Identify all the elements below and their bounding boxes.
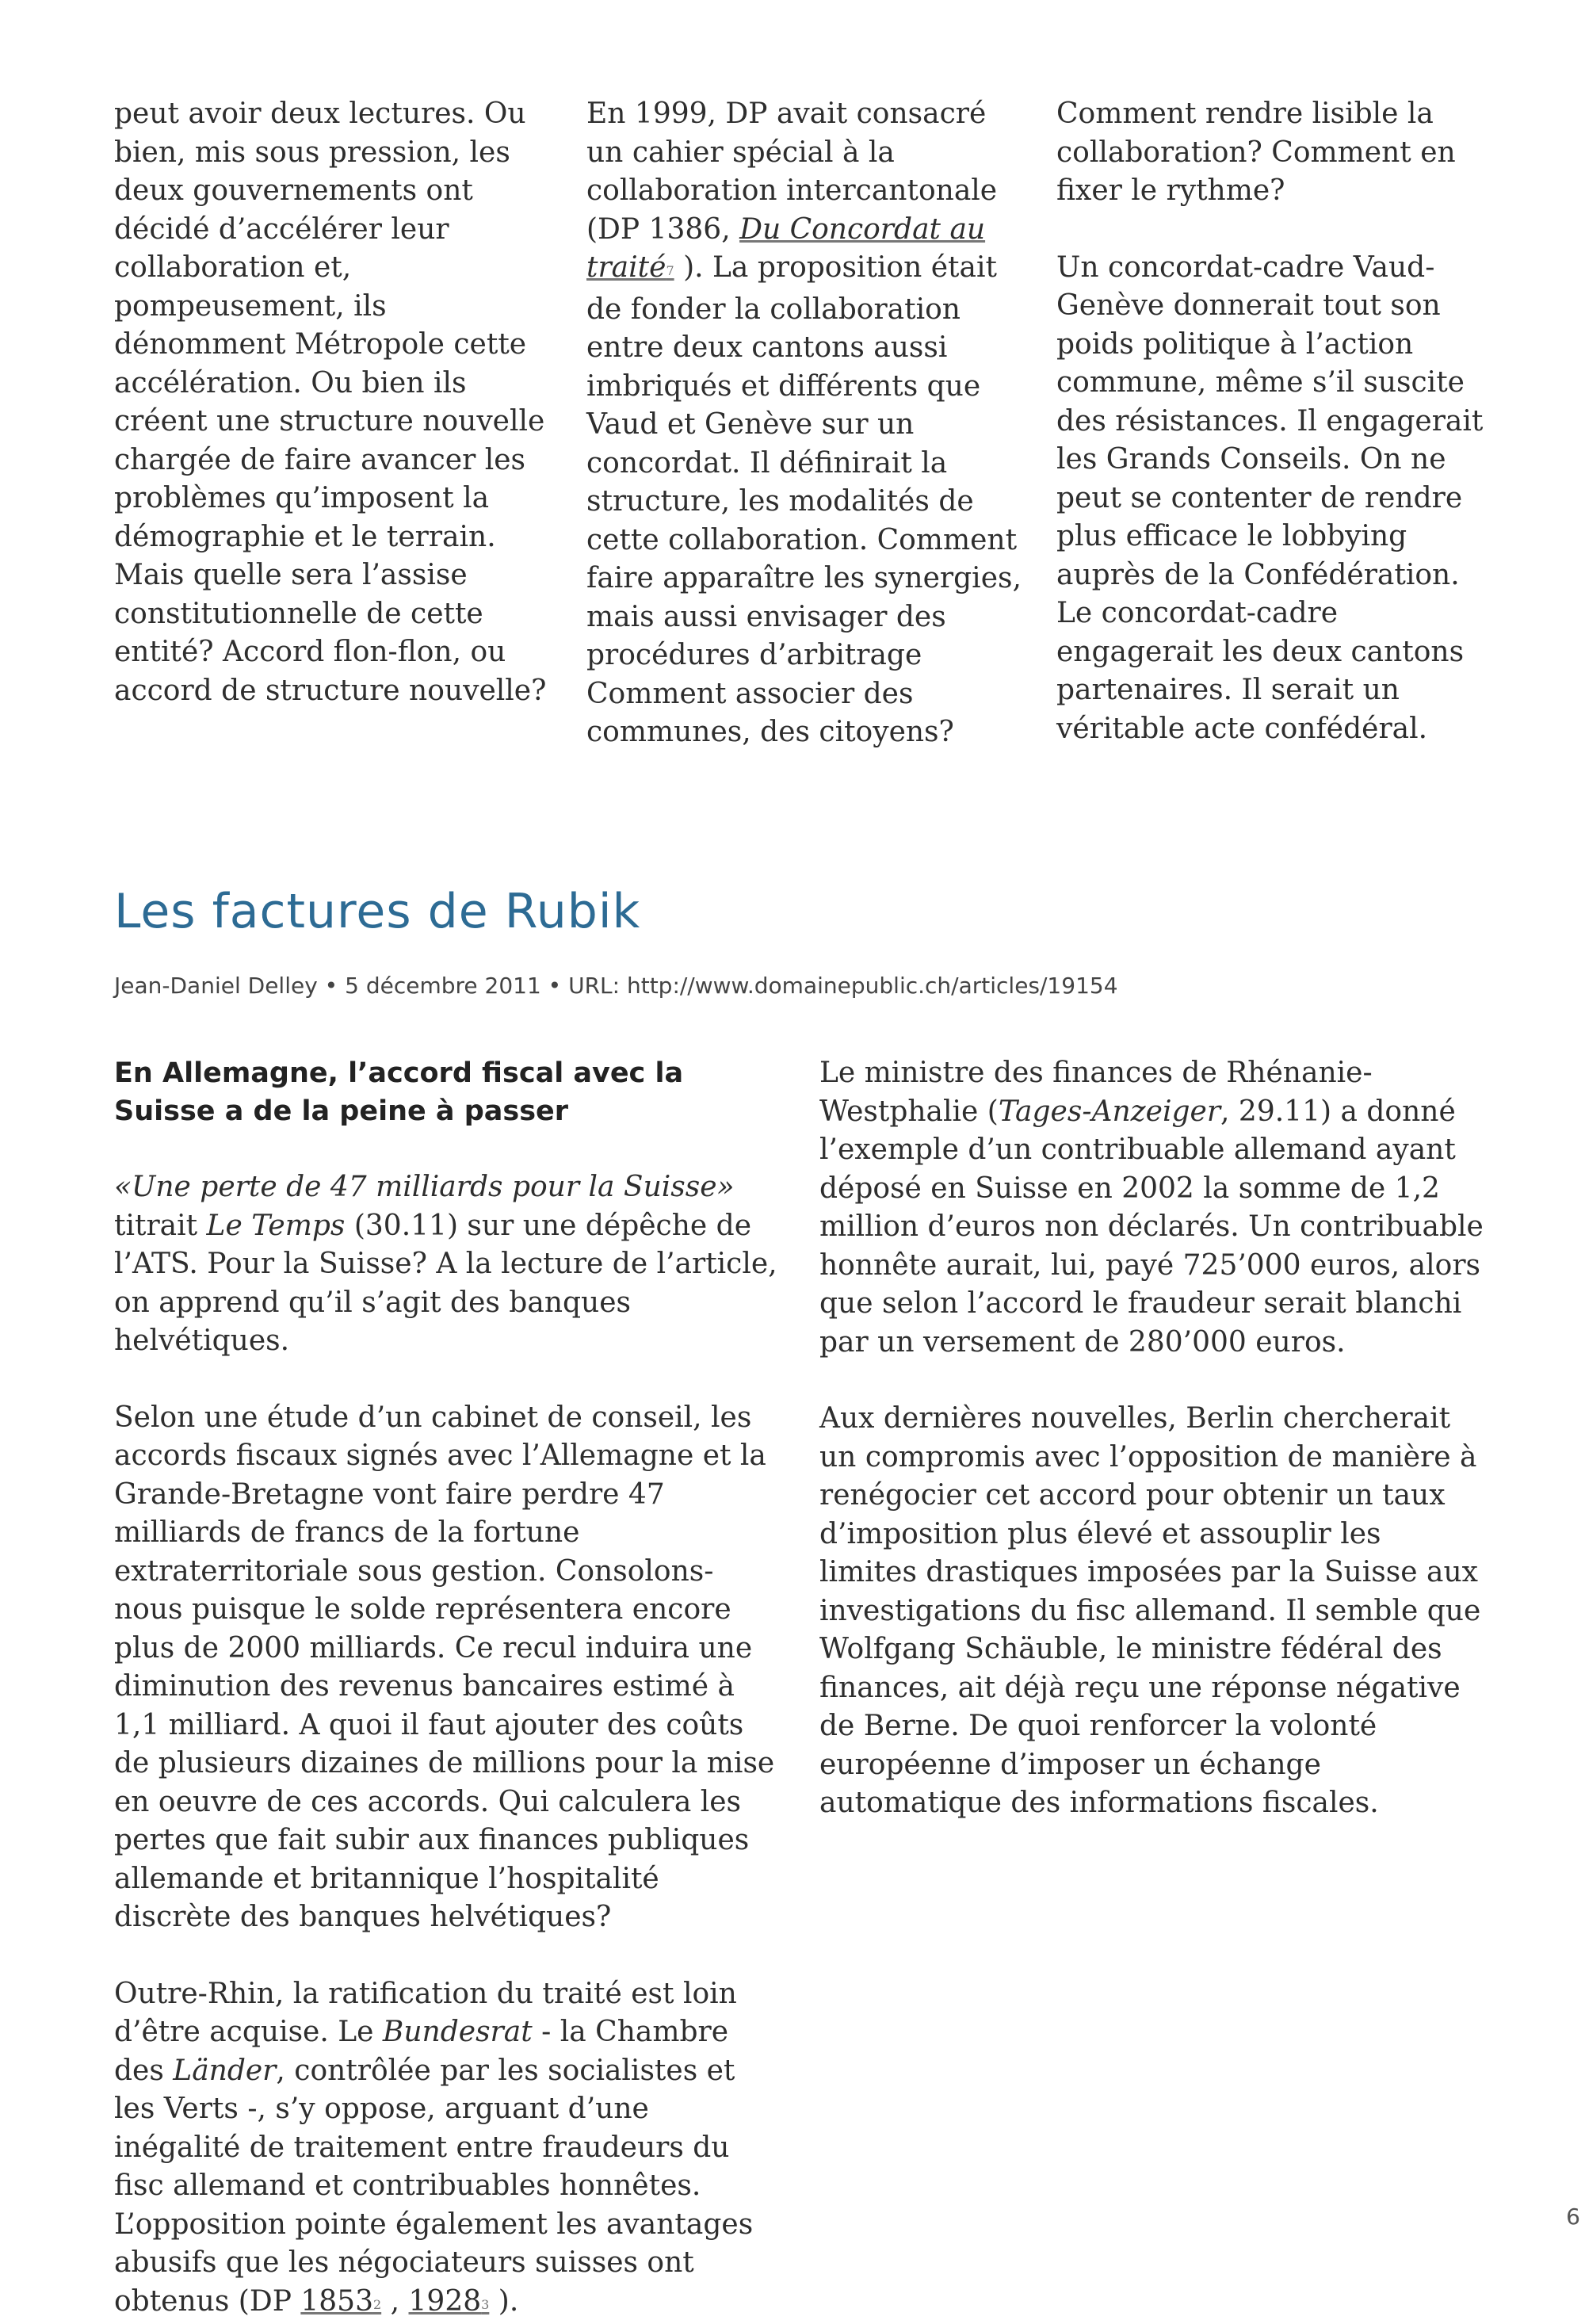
paragraph-text: peut avoir deux lectures. Ou bien, mis sous pression, les deux gouvernements ont décidé d’accélérer leur collaboration et, pompeusement, ils dénomment Métropole cette accélération. Ou bien ils créent une structure nouvelle chargée de faire avancer les problèmes qu’imposent la démographie et le terrain. Mais quelle sera l’assise constitutionnelle de cette entité? Accord flon-flon, ou accord de structure nouvelle? [114,97,546,707]
article-subhead: En Allemagne, l’accord fiscal avec la Suisse a de la peine à passer [114,1054,780,1130]
paragraph-text: titrait [114,1210,207,1242]
paragraph [1056,249,1500,749]
article-title: Les factures de Rubik [114,884,640,939]
paragraph [586,95,1030,752]
prev-article-column-1 [114,95,558,710]
paragraph [1056,95,1500,211]
source-name: Tages-Anzeiger [999,1095,1220,1128]
paragraph [819,1400,1485,1823]
paragraph-text: En 1999, DP avait consacré un cahier spécial à la collaboration intercantonale (DP 1386, [586,97,997,246]
paragraph [819,1054,1485,1362]
emphasis-text: Länder [173,2055,276,2087]
paragraph-text: Aux dernières nouvelles, Berlin chercherait un compromis avec l’opposition de manière à renégocier cet accord pour obtenir un taux d’imposition plus élevé et assouplir les limites drastiques imposées par la Suisse aux investigations du fisc allemand. Il semble que Wolfgang Schäuble, le ministre fédéral des finances, ait déjà reçu une réponse négative de Berne. De quoi renforcer la volonté européenne d’imposer un échange automatique des informations fiscales. [819,1402,1480,1819]
paragraph [114,95,558,710]
dp-1853-link[interactable] [300,2285,381,2318]
prev-article-column-2 [586,95,1030,752]
article-column-1 [114,1054,780,2324]
source-name: Le Temps [207,1210,346,1242]
paragraph-text: ). [489,2285,518,2318]
paragraph [114,1399,780,1937]
link-text: Du Concordat au traité [586,213,985,285]
paragraph-text: , 29.11) a donné l’exemple d’un contribuable allemand ayant déposé en Suisse en 2002 la somme de 1,2 million d’euros non déclarés. Un contribuable honnête aurait, lui, payé 725’000 euros, alors que selon l’accord le fraudeur serait blanchi par un versement de 280’000 euros. [819,1095,1484,1359]
article-column-2 [819,1054,1485,1823]
dp-1928-link[interactable] [409,2285,490,2318]
paragraph-text: (30.11) sur une dépêche de l’ATS. Pour la Suisse? A la lecture de l’article, on apprend qu’il s’agit des banques helvétiques. [114,1210,777,1358]
paragraph-text: Outre-Rhin, la ratification du traité est loin d’être acquise. Le [114,1978,737,2049]
paragraph [114,1975,780,2324]
link-text: 1853 [300,2285,373,2318]
paragraph-text: Le ministre des finances de Rhénanie-Westphalie ( [819,1057,1373,1128]
link-text: 1928 [409,2285,482,2318]
footnote-ref: 3 [481,2297,489,2312]
emphasis-text: Bundesrat [383,2016,533,2048]
paragraph-text: Comment rendre lisible la collaboration? Comment en fixer le rythme? [1056,97,1456,207]
quote-text: «Une perte de 47 milliards pour la Suisse» [114,1171,735,1203]
prev-article-column-3 [1056,95,1500,748]
separator-text: , [381,2285,408,2318]
paragraph-text: , contrôlée par les socialistes et les Verts -, s’y oppose, arguant d’une inégalité de traitement entre fraudeurs du fisc allemand et contribuables honnêtes. L’opposition pointe également les avantages abusifs que les négociateurs suisses ont obtenus (DP [114,2055,753,2318]
paragraph [114,1168,780,1361]
footnote-ref: 7 [666,263,674,278]
paragraph-text: ). La proposition était de fonder la collaboration entre deux cantons aussi imbriqués et différents que Vaud et Genève sur un concordat. Il définirait la structure, les modalités de cette collaboration. Comment faire apparaître les synergies, mais aussi envisager des procédures d’arbitrage Comment associer des communes, des citoyens? [586,251,1022,748]
article-byline: Jean-Daniel Delley • 5 décembre 2011 • URL: http://www.domainepublic.ch/articles/19154 [114,973,1118,999]
page-number: 6 [1566,2204,1580,2230]
paragraph-text: - la Chambre des [114,2016,728,2087]
paragraph-text: Selon une étude d’un cabinet de conseil, les accords fiscaux signés avec l’Allemagne et la Grande-Bretagne vont faire perdre 47 milliards de francs de la fortune extraterritoriale sous gestion. Consolons-nous puisque le solde représentera encore plus de 2000 milliards. Ce recul induira une diminution des revenus bancaires estimé à 1,1 milliard. A quoi il faut ajouter des coûts de plusieurs dizaines de millions pour la mise en oeuvre de ces accords. Qui calculera les pertes que fait subir aux finances publiques allemande et britannique l’hospitalité discrète des banques helvétiques? [114,1401,774,1934]
footnote-ref: 2 [373,2297,381,2312]
paragraph-text: Un concordat-cadre Vaud-Genève donnerait tout son poids politique à l’action commune, même s’il suscite des résistances. Il engagerait les Grands Conseils. On ne peut se contenter de rendre plus efficace le lobbying auprès de la Confédération. Le concordat-cadre engagerait les deux cantons partenaires. Il serait un véritable acte confédéral. [1056,251,1483,745]
